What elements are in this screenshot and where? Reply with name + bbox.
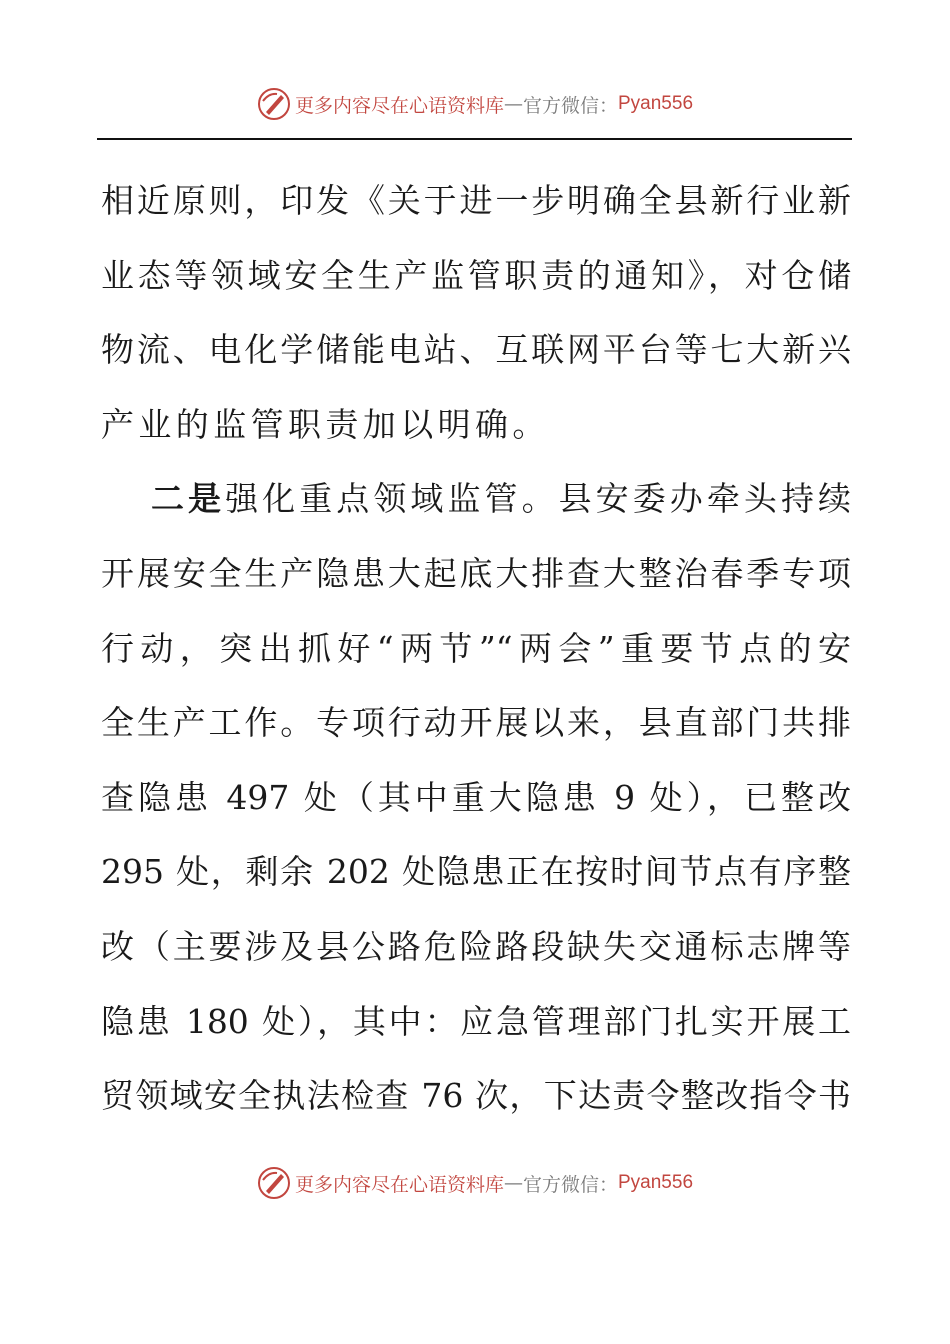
body-line: 贸领域安全执法检查 76 次，下达责令整改指令书 <box>101 1076 851 1116</box>
footer-text-main: 更多内容尽在心语资料库 <box>294 1173 504 1196</box>
footer-text-dash: — <box>503 1172 523 1194</box>
header-text-dash: — <box>503 93 523 115</box>
body-line: 产业的监管职责加以明确。 <box>101 404 550 444</box>
body-line: 改（主要涉及县公路危险路段缺失交通标志牌等 <box>101 926 851 966</box>
footer-text-wechat: 官方微信： <box>522 1173 618 1196</box>
body-line: 行动，突出抓好“两节”“两会”重要节点的安 <box>101 628 851 668</box>
body-line: 295 处，剩余 202 处隐患正在按时间节点有序整 <box>101 852 851 892</box>
document-body <box>101 164 851 1134</box>
footer-text-id: Pyan556 <box>618 1172 694 1193</box>
pen-logo-icon <box>257 1166 291 1200</box>
body-line: 业态等领域安全生产监管职责的通知》，对仓储 <box>101 255 851 295</box>
header-text-id: Pyan556 <box>618 93 694 114</box>
paragraph-2-lead: 二是 <box>151 479 226 519</box>
body-line: 全生产工作。专项行动开展以来，县直部门共排 <box>101 703 851 743</box>
header-text-main: 更多内容尽在心语资料库 <box>294 94 504 117</box>
pen-logo-icon <box>257 87 291 121</box>
footer-banner <box>0 1163 950 1203</box>
body-line: 物流、电化学储能电站、互联网平台等七大新兴 <box>101 330 851 370</box>
body-line: 开展安全生产隐患大起底大排查大整治春季专项 <box>101 553 851 593</box>
paragraph-2-first-line <box>101 462 851 537</box>
body-line: 隐患 180 处），其中：应急管理部门扎实开展工 <box>101 1001 851 1041</box>
header-banner <box>0 84 950 124</box>
paragraph-2-rest: 强化重点领域监管。县安委办牵头持续 <box>225 479 852 519</box>
body-line: 查隐患 497 处（其中重大隐患 9 处），已整改 <box>101 777 851 817</box>
header-rule <box>97 138 852 140</box>
header-text-wechat: 官方微信： <box>522 94 618 117</box>
body-line: 相近原则，印发《关于进一步明确全县新行业新 <box>101 181 851 220</box>
